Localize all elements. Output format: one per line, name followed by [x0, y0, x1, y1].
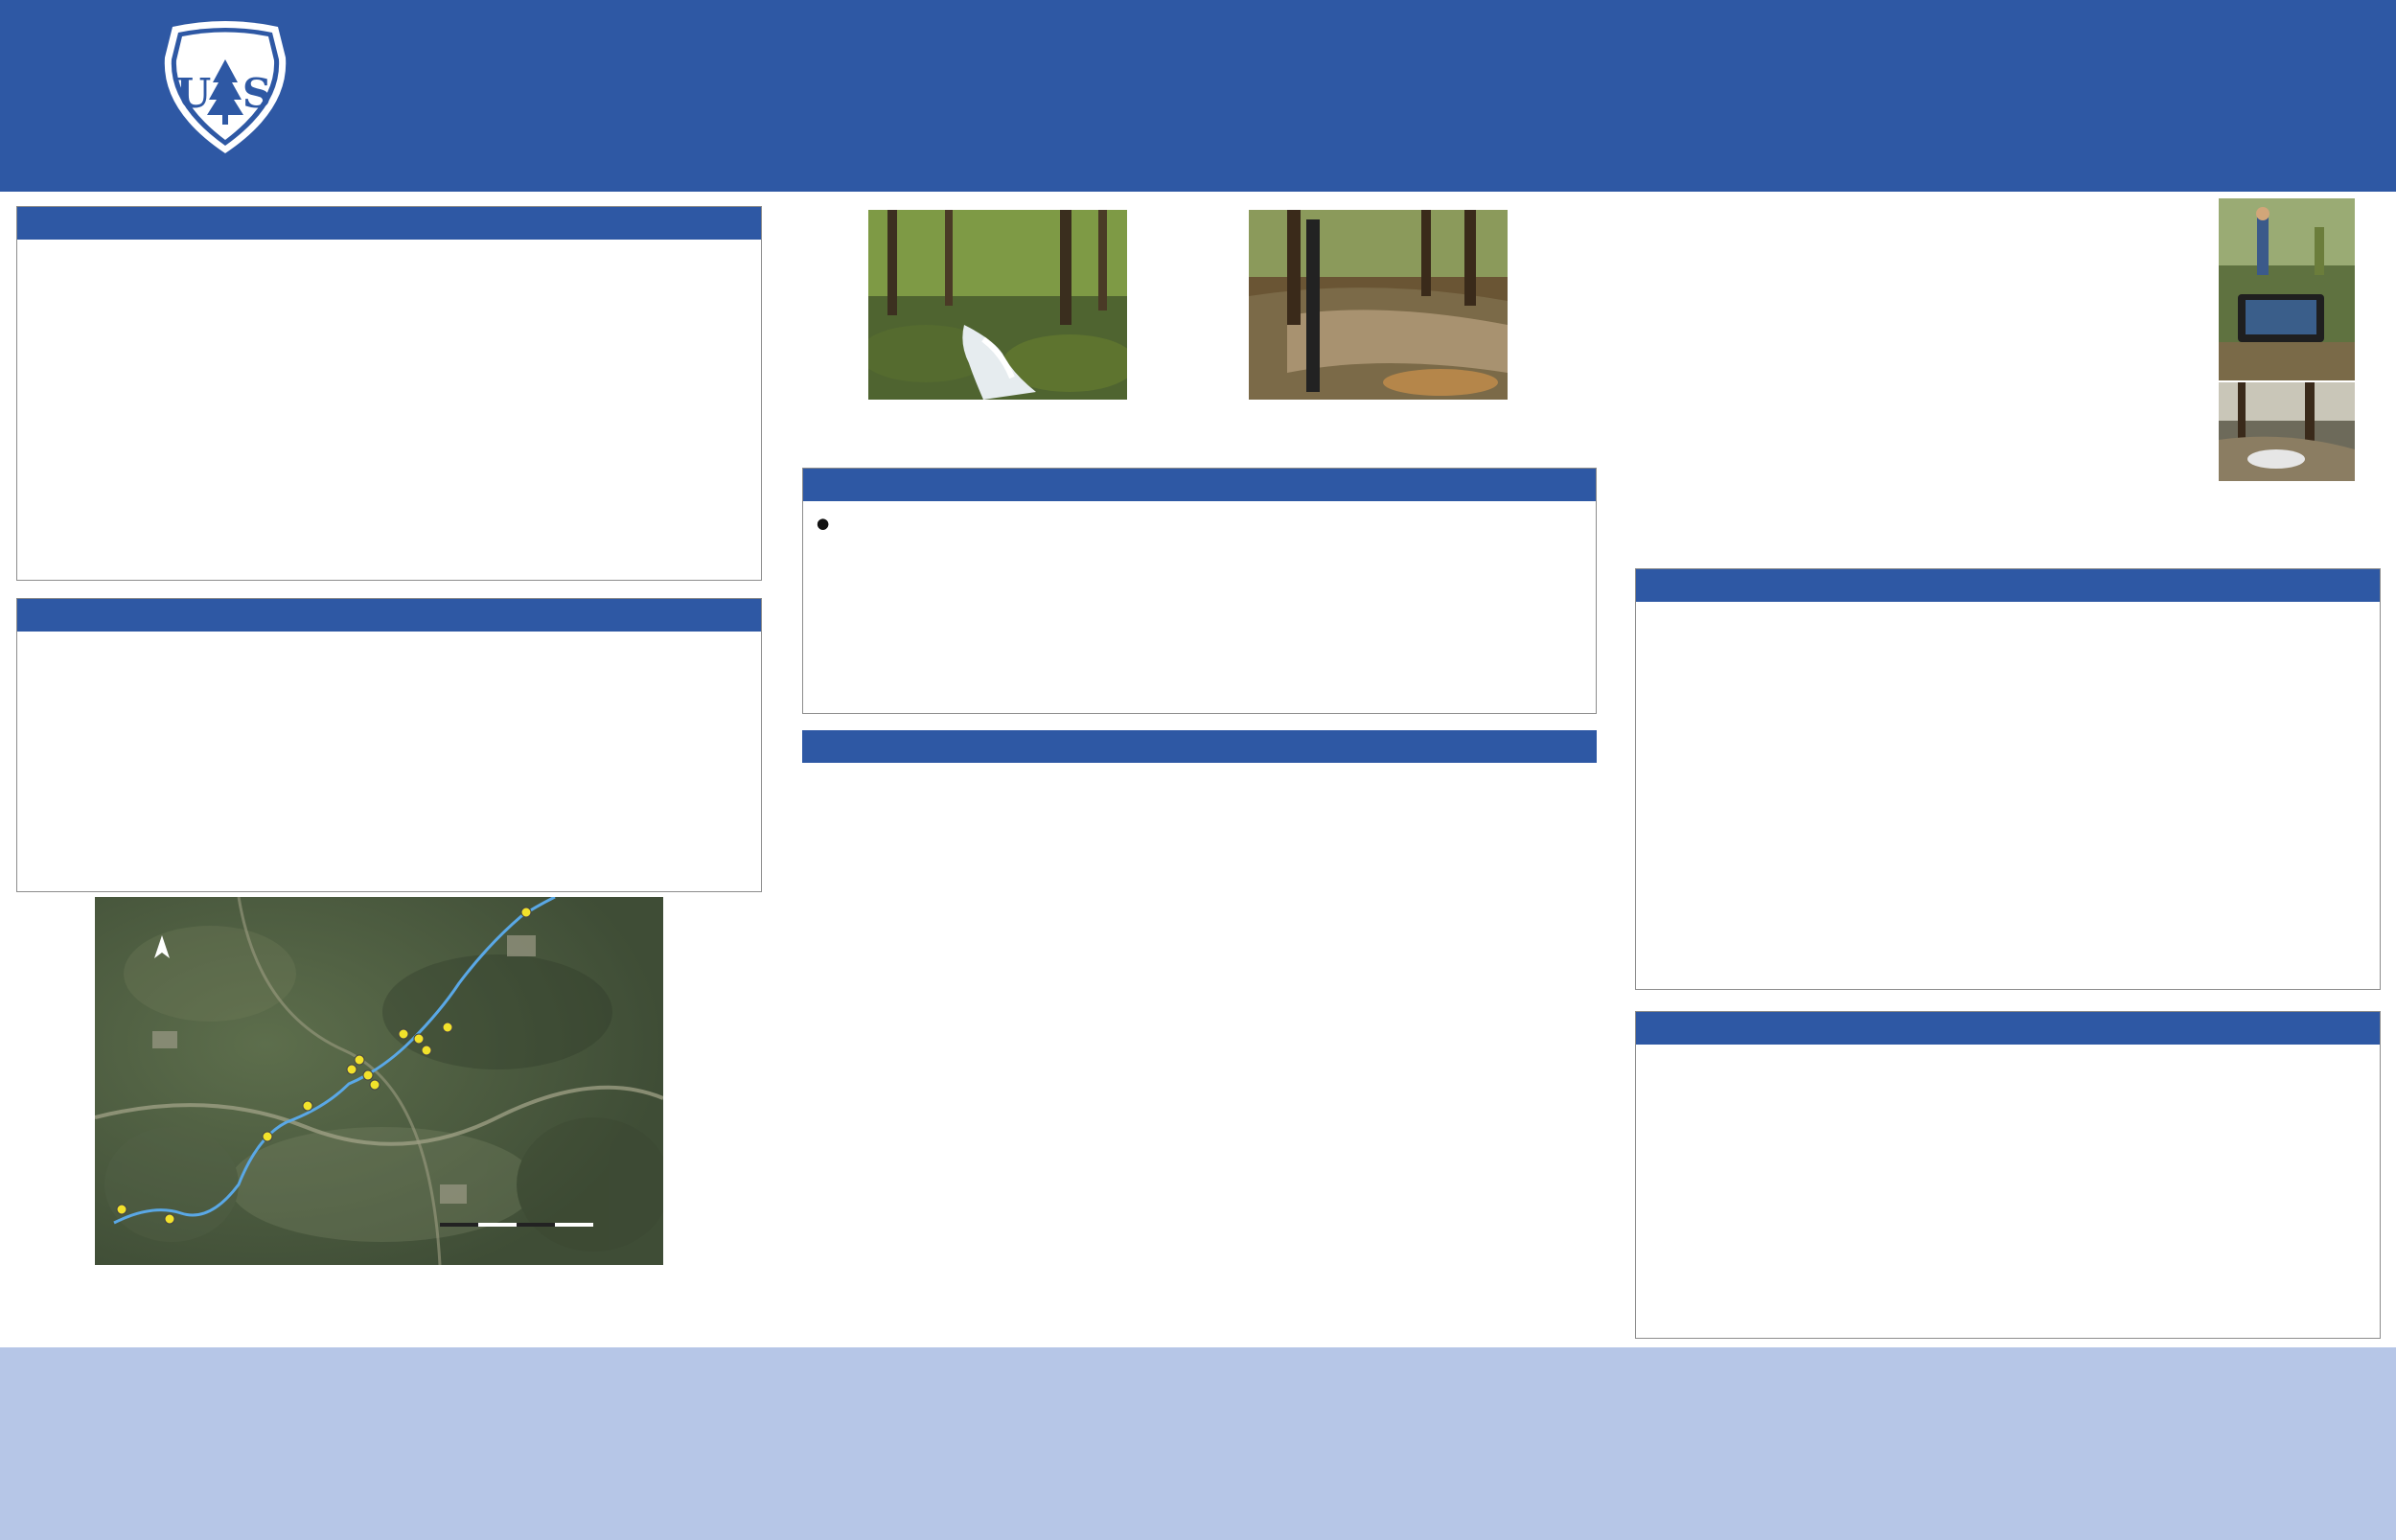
poster-header: [0, 0, 2396, 192]
abstract-section: [16, 206, 762, 581]
figure4a-chart: [810, 776, 1193, 1006]
references-list: [1198, 1409, 2185, 1439]
figure4d-chart: [1201, 1023, 1584, 1253]
poster-footer: [0, 1347, 2396, 1540]
figure4c-chart: [810, 1023, 1193, 1253]
discussion-heading: [1636, 569, 2380, 602]
conclusions-section: [1635, 1011, 2381, 1339]
figure5c-photo: [2219, 382, 2355, 481]
figure3-baseflow-photo: [1249, 210, 1508, 400]
introduction-section: [16, 598, 762, 892]
discussion-section: [1635, 568, 2381, 990]
svg-text:U: U: [175, 70, 212, 117]
watershed-aerial-map: [95, 897, 663, 1265]
usfs-shield-logo: [153, 19, 297, 158]
figure4b-chart: [1201, 776, 1584, 1006]
results-heading: [802, 730, 1597, 763]
conclusions-heading: [1636, 1012, 2380, 1045]
map-point-labels: [95, 897, 663, 1265]
figure2-stream-photo: [868, 210, 1127, 400]
introduction-heading: [17, 599, 761, 632]
figure5b-photo: [2219, 198, 2355, 380]
svg-text:S: S: [242, 70, 272, 117]
methods-heading: [803, 469, 1596, 501]
abstract-heading: [17, 207, 761, 240]
figure5a-chart: [1675, 207, 2183, 485]
methods-section: [802, 468, 1597, 714]
